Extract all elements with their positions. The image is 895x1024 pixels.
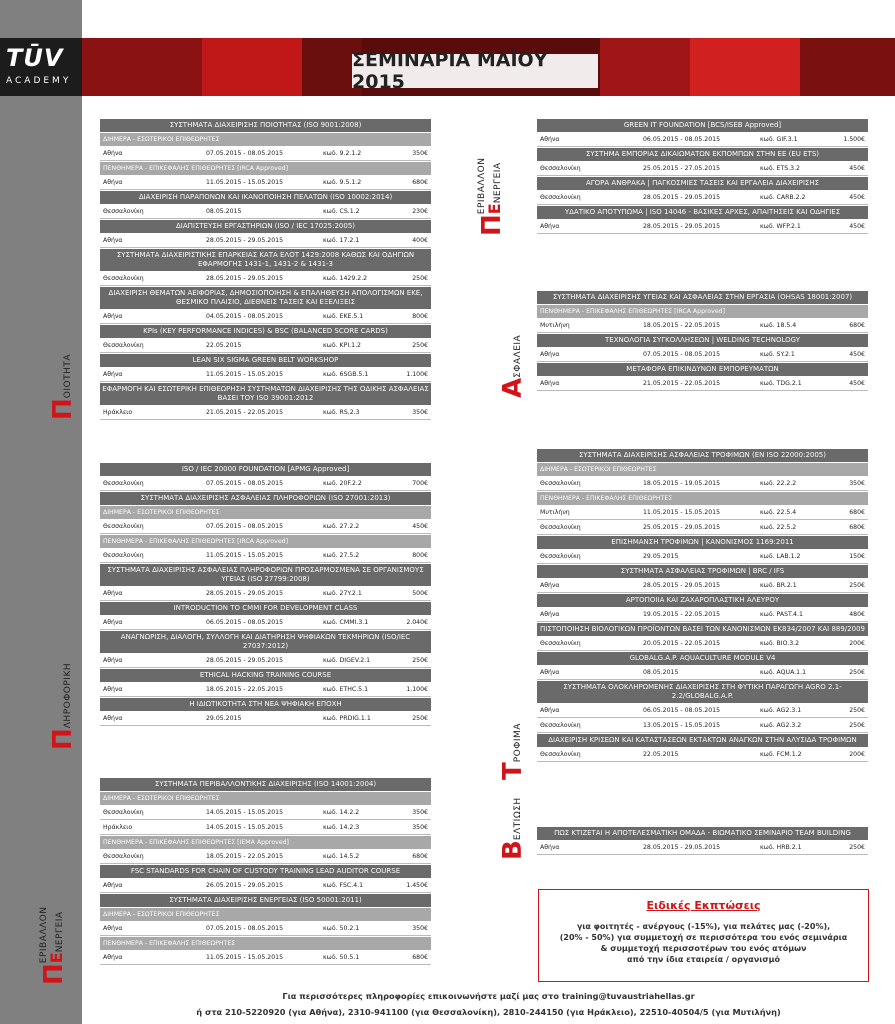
course-title: ΣΥΣΤΗΜΑΤΑ ΔΙΑΧΕΙΡΙΣΗΣ ΑΣΦΑΛΕΙΑΣ ΤΡΟΦΙΜΩΝ (EN ISO 22000:2005) — [537, 449, 868, 462]
course-session-row — [537, 665, 868, 680]
session-price: 1.450€ — [406, 882, 428, 889]
session-price: 250€ — [412, 715, 428, 722]
session-code: κωδ. PAST.4.1 — [760, 611, 803, 618]
course-session-row — [537, 703, 868, 718]
session-dates: 26.05.2015 - 29.05.2015 — [206, 882, 284, 889]
session-code: κωδ. 18.5.4 — [760, 322, 797, 329]
safety-courses — [537, 290, 868, 391]
session-city: Θεσσαλονίκη — [103, 809, 144, 816]
course-session-row — [537, 636, 868, 651]
session-dates: 28.05.2015 - 29.05.2015 — [643, 844, 721, 851]
course-title: LEAN SIX SIGMA GREEN BELT WORKSHOP — [100, 354, 431, 367]
course-title: ΣΥΣΤΗΜΑΤΑ ΔΙΑΧΕΙΡΙΣΗΣ ΥΓΕΙΑΣ ΚΑΙ ΑΣΦΑΛΕΙΑΣ ΣΤΗΝ ΕΡΓΑΣΙΑ (OHSAS 18001:2007) — [537, 291, 868, 304]
course-session-row — [537, 718, 868, 733]
course-title: ΤΕΧΝΟΛΟΓΙΑ ΣΥΓΚΟΛΛΗΣΕΩΝ | WELDING TECHNOLOGY — [537, 334, 868, 347]
course-session-row — [537, 190, 868, 205]
session-price: 250€ — [849, 582, 865, 589]
session-price: 700€ — [412, 480, 428, 487]
course-session-row — [100, 548, 431, 563]
session-code: κωδ. DIGEV.2.1 — [323, 657, 371, 664]
course-title: ΣΥΣΤΗΜΑΤΑ ΑΣΦΑΛΕΙΑΣ ΤΡΟΦΙΜΩΝ | BRC / IFS — [537, 565, 868, 578]
session-price: 680€ — [412, 954, 428, 961]
session-dates: 07.05.2015 - 08.05.2015 — [206, 523, 284, 530]
course-session-row — [537, 161, 868, 176]
session-code: κωδ. BIO.3.2 — [760, 640, 800, 647]
session-city: Ηράκλειο — [103, 824, 133, 831]
logo-main-text: TŪV — [6, 44, 64, 72]
session-code: κωδ. AG2.3.2 — [760, 722, 802, 729]
session-city: Ηράκλειο — [103, 409, 133, 416]
session-price: 680€ — [849, 524, 865, 531]
session-city: Μυτιλήνη — [540, 509, 570, 516]
course-title: ΣΥΣΤΗΜΑΤΑ ΔΙΑΧΕΙΡΙΣΗΣ ΠΟΙΟΤΗΤΑΣ (ISO 9001:2008) — [100, 119, 431, 132]
session-code: κωδ. 27Y.2.1 — [323, 590, 362, 597]
session-price: 800€ — [412, 552, 428, 559]
course-session-row — [537, 132, 868, 147]
session-code: κωδ. 20F.2.2 — [323, 480, 362, 487]
session-city: Αθήνα — [540, 136, 560, 143]
course-session-row — [537, 578, 868, 593]
course-session-row — [100, 849, 431, 864]
label-environment-right: Π ΕΡΙΒΑΛΛΟΝ Ε ΝΕΡΓΕΙΑ — [477, 157, 507, 236]
course-session-row — [537, 318, 868, 333]
discount-line: από την ίδια εταιρεία / οργανισμό — [627, 955, 780, 964]
course-title: ΥΔΑΤΙΚΟ ΑΠΟΤΥΠΩΜΑ | ISO 14046 - ΒΑΣΙΚΕΣ ΑΡΧΕΣ, ΑΠΑΙΤΗΣΕΙΣ ΚΑΙ ΟΔΗΓΙΕΣ — [537, 206, 868, 219]
course-title: ΣΥΣΤΗΜΑΤΑ ΔΙΑΧΕΙΡΙΣΗΣ ΑΣΦΑΛΕΙΑΣ ΠΛΗΡΟΦΟΡΙΩΝ ΠΡΟΣΑΡΜΟΣΜΕΝΑ ΣΕ ΟΡΓΑΝΙΣΜΟΥΣ ΥΓΕΙΑΣ (ISO 27799:2008) — [100, 564, 431, 586]
discount-line: (20% - 50%) για συμμετοχή σε περισσότερα του ενός σεμινάρια — [559, 933, 848, 942]
course-title: Η ΙΔΙΩΤΙΚΟΤΗΤΑ ΣΤΗ ΝΕΑ ΨΗΦΙΑΚΗ ΕΠΟΧΗ — [100, 698, 431, 711]
session-dates: 07.05.2015 - 08.05.2015 — [206, 150, 284, 157]
session-dates: 18.05.2015 - 22.05.2015 — [643, 322, 721, 329]
course-level-label: ΔΙΗΜΕΡΑ - ΕΣΩΤΕΡΙΚΟΙ ΕΠΙΘΕΩΡΗΤΕΣ — [100, 133, 431, 146]
course-session-row — [100, 805, 431, 820]
session-code: κωδ. FCM.1.2 — [760, 751, 802, 758]
course-title: ΔΙΑΧΕΙΡΙΣΗ ΚΡΙΣΕΩΝ ΚΑΙ ΚΑΤΑΣΤΑΣΕΩΝ ΕΚΤΑΚΤΩΝ ΑΝΑΓΚΩΝ ΣΤΗΝ ΑΛΥΣΙΔΑ ΤΡΟΦΙΜΩΝ — [537, 734, 868, 747]
course-level-label: ΠΕΝΘΗΜΕΡΑ - ΕΠΙΚΕΦΑΛΗΣ ΕΠΙΘΕΩΡΗΤΕΣ — [100, 937, 431, 950]
session-city: Θεσσαλονίκη — [540, 640, 581, 647]
special-discounts-box — [538, 889, 869, 982]
session-code: κωδ. RS.2.3 — [323, 409, 360, 416]
session-code: κωδ. CMMI.3.1 — [323, 619, 369, 626]
session-price: 1.100€ — [406, 371, 428, 378]
session-price: 450€ — [412, 523, 428, 530]
course-session-row — [100, 586, 431, 601]
session-code: κωδ. 9.5.1.2 — [323, 179, 362, 186]
environment-energy-courses-right — [537, 118, 868, 234]
course-session-row — [100, 711, 431, 726]
session-city: Θεσσαλονίκη — [103, 523, 144, 530]
session-dates: 07.05.2015 - 08.05.2015 — [643, 351, 721, 358]
course-session-row — [537, 549, 868, 564]
session-city: Μυτιλήνη — [540, 322, 570, 329]
session-code: κωδ. 6SGB.5.1 — [323, 371, 369, 378]
contact-footer — [82, 988, 895, 1020]
session-dates: 18.05.2015 - 22.05.2015 — [206, 686, 284, 693]
session-code: κωδ. AQUA.1.1 — [760, 669, 807, 676]
session-price: 250€ — [849, 722, 865, 729]
course-level-label: ΠΕΝΘΗΜΕΡΑ - ΕΠΙΚΕΦΑΛΗΣ ΕΠΙΘΕΩΡΗΤΕΣ [IEMA Approved] — [100, 836, 431, 849]
session-city: Αθήνα — [540, 844, 560, 851]
session-city: Θεσσαλονίκη — [103, 552, 144, 559]
session-city: Αθήνα — [103, 715, 123, 722]
session-dates: 14.05.2015 - 15.05.2015 — [206, 809, 284, 816]
session-dates: 06.05.2015 - 08.05.2015 — [206, 619, 284, 626]
session-city: Αθήνα — [103, 313, 123, 320]
course-session-row — [100, 820, 431, 835]
course-level-label: ΠΕΝΘΗΜΕΡΑ - ΕΠΙΚΕΦΑΛΗΣ ΕΠΙΘΕΩΡΗΤΕΣ [IRCA Approved] — [100, 535, 431, 548]
session-dates: 22.05.2015 — [643, 751, 679, 758]
course-title: ΠΩΣ ΚΤΙΖΕΤΑΙ Η ΑΠΟΤΕΛΕΣΜΑΤΙΚΗ ΟΜΑΔΑ - ΒΙΩΜΑΤΙΚΟ ΣΕΜΙΝΑΡΙΟ TEAM BUILDING — [537, 827, 868, 840]
session-dates: 08.05.2015 — [206, 208, 242, 215]
tuv-academy-logo — [0, 38, 82, 96]
session-price: 2.040€ — [406, 619, 428, 626]
session-code: κωδ. KPI.1.2 — [323, 342, 361, 349]
session-code: κωδ. 22.2.2 — [760, 480, 797, 487]
session-code: κωδ. 50.2.1 — [323, 925, 360, 932]
course-session-row — [100, 682, 431, 697]
course-level-label: ΔΙΗΜΕΡΑ - ΕΣΩΤΕΡΙΚΟΙ ΕΠΙΘΕΩΡΗΤΕΣ — [100, 506, 431, 519]
environment-energy-courses-left — [100, 777, 431, 965]
left-sidebar — [0, 0, 82, 1024]
session-dates: 11.05.2015 - 15.05.2015 — [206, 371, 284, 378]
session-city: Αθήνα — [540, 380, 560, 387]
session-city: Αθήνα — [103, 882, 123, 889]
session-dates: 28.05.2015 - 29.05.2015 — [206, 237, 284, 244]
session-city: Αθήνα — [540, 707, 560, 714]
session-city: Αθήνα — [103, 619, 123, 626]
session-city: Αθήνα — [103, 925, 123, 932]
session-city: Θεσσαλονίκη — [540, 722, 581, 729]
course-title: ΔΙΑΠΙΣΤΕΥΣΗ ΕΡΓΑΣΤΗΡΙΩΝ (ISO / IEC 17025:2005) — [100, 220, 431, 233]
course-title: INTRODUCTION TO CMMI FOR DEVELOPMENT CLASS — [100, 602, 431, 615]
session-code: κωδ. HRB.2.1 — [760, 844, 802, 851]
course-session-row — [537, 520, 868, 535]
course-title: ΣΥΣΤΗΜΑΤΑ ΔΙΑΧΕΙΡΙΣΗΣ ΑΣΦΑΛΕΙΑΣ ΠΛΗΡΟΦΟΡΙΩΝ (ISO 27001:2013) — [100, 492, 431, 505]
course-session-row — [100, 950, 431, 965]
informatics-courses — [100, 462, 431, 726]
label-informatics: Π ΛΗΡΟΦΟΡΙΚΗ — [48, 662, 78, 750]
course-session-row — [537, 840, 868, 855]
session-code: κωδ. TDG.2.1 — [760, 380, 802, 387]
course-session-row — [537, 476, 868, 491]
session-dates: 21.05.2015 - 22.05.2015 — [643, 380, 721, 387]
session-dates: 18.05.2015 - 19.05.2015 — [643, 480, 721, 487]
session-dates: 07.05.2015 - 08.05.2015 — [206, 480, 284, 487]
session-price: 200€ — [849, 751, 865, 758]
session-code: κωδ. ETHC.5.1 — [323, 686, 369, 693]
course-session-row — [537, 376, 868, 391]
session-city: Αθήνα — [103, 150, 123, 157]
session-code: κωδ. 22.5.2 — [760, 524, 797, 531]
session-dates: 28.05.2015 - 29.05.2015 — [643, 194, 721, 201]
session-price: 250€ — [412, 342, 428, 349]
quality-courses — [100, 118, 431, 420]
session-dates: 25.05.2015 - 27.05.2015 — [643, 165, 721, 172]
session-dates: 06.05.2015 - 08.05.2015 — [643, 136, 721, 143]
session-dates: 06.05.2015 - 08.05.2015 — [643, 707, 721, 714]
session-city: Θεσσαλονίκη — [540, 751, 581, 758]
session-code: κωδ. 27.5.2 — [323, 552, 360, 559]
course-session-row — [100, 175, 431, 190]
session-dates: 11.05.2015 - 15.05.2015 — [206, 179, 284, 186]
footer-line-1: Για περισσότερες πληροφορίες επικοινωνήστε μαζί μας στο training@tuvaustriahellas.gr — [282, 991, 695, 1001]
session-code: κωδ. 22.5.4 — [760, 509, 797, 516]
session-city: Θεσσαλονίκη — [540, 194, 581, 201]
discount-line: για φοιτητές - ανέργους (-15%), για πελάτες μας (-20%), — [576, 922, 831, 931]
session-code: κωδ. ETS.3.2 — [760, 165, 800, 172]
course-session-row — [100, 405, 431, 420]
session-dates: 25.05.2015 - 29.05.2015 — [643, 524, 721, 531]
session-city: Αθήνα — [540, 223, 560, 230]
session-price: 680€ — [849, 509, 865, 516]
session-city: Θεσσαλονίκη — [540, 165, 581, 172]
session-price: 350€ — [849, 480, 865, 487]
session-city: Αθήνα — [103, 686, 123, 693]
session-dates: 11.05.2015 - 15.05.2015 — [206, 552, 284, 559]
course-title: FSC STANDARDS FOR CHAIN OF CUSTODY TRAINING LEAD AUDITOR COURSE — [100, 865, 431, 878]
course-title: GLOBALG.A.P. AQUACULTURE MODULE V4 — [537, 652, 868, 665]
course-title: ΑΡΤΟΠΟΙΙΑ ΚΑΙ ΖΑΧΑΡΟΠΛΑΣΤΙΚΗ ΑΛΕΥΡΟΥ — [537, 594, 868, 607]
session-dates: 18.05.2015 - 22.05.2015 — [206, 853, 284, 860]
session-code: κωδ. 14.2.2 — [323, 809, 360, 816]
course-session-row — [100, 921, 431, 936]
session-dates: 29.05.2015 — [206, 715, 242, 722]
session-price: 450€ — [849, 223, 865, 230]
session-code: κωδ. LAB.1.2 — [760, 553, 801, 560]
course-title: ΕΦΑΡΜΟΓΗ ΚΑΙ ΕΣΩΤΕΡΙΚΗ ΕΠΙΘΕΩΡΗΣΗ ΣΥΣΤΗΜΑΤΩΝ ΔΙΑΧΕΙΡΙΣΗΣ ΤΗΣ ΟΔΙΚΗΣ ΑΣΦΑΛΕΙΑΣ ΒΑΣΕΙ ΤΟΥ ISO 39001:2012 — [100, 383, 431, 405]
course-title: ISO / IEC 20000 FOUNDATION [APMG Approved] — [100, 463, 431, 476]
session-price: 450€ — [849, 380, 865, 387]
course-session-row — [537, 747, 868, 762]
session-city: Θεσσαλονίκη — [103, 208, 144, 215]
session-price: 250€ — [849, 669, 865, 676]
session-code: κωδ. FSC.4.1 — [323, 882, 364, 889]
course-title: ΕΠΙΣΗΜΑΝΣΗ ΤΡΟΦΙΜΩΝ | ΚΑΝΟΝΙΣΜΟΣ 1169:2011 — [537, 536, 868, 549]
session-code: κωδ. CARB.2.2 — [760, 194, 806, 201]
course-session-row — [100, 615, 431, 630]
session-code: κωδ. 50.5.1 — [323, 954, 360, 961]
course-level-label: ΔΙΗΜΕΡΑ - ΕΣΩΤΕΡΙΚΟΙ ΕΠΙΘΕΩΡΗΤΕΣ — [100, 792, 431, 805]
session-price: 230€ — [412, 208, 428, 215]
session-city: Αθήνα — [540, 351, 560, 358]
session-city: Θεσσαλονίκη — [540, 553, 581, 560]
session-city: Αθήνα — [103, 657, 123, 664]
course-session-row — [100, 233, 431, 248]
session-dates: 28.05.2015 - 29.05.2015 — [206, 657, 284, 664]
course-title: ΣΥΣΤΗΜΑΤΑ ΟΛΟΚΛΗΡΩΜΕΝΗΣ ΔΙΑΧΕΙΡΙΣΗΣ ΣΤΗ ΦΥΤΙΚΗ ΠΑΡΑΓΩΓΗ AGRO 2.1-2.2/GLOBALG.A.P. — [537, 681, 868, 703]
course-session-row — [100, 519, 431, 534]
session-code: κωδ. PRDIG.1.1 — [323, 715, 371, 722]
session-dates: 22.05.2015 — [206, 342, 242, 349]
session-price: 450€ — [849, 194, 865, 201]
session-price: 1.100€ — [406, 686, 428, 693]
logo-sub-text: ACADEMY — [6, 76, 72, 86]
session-price: 680€ — [412, 179, 428, 186]
course-title: KPIs (KEY PERFORMANCE INDICES) & BSC (BALANCED SCORE CARDS) — [100, 325, 431, 338]
course-session-row — [537, 219, 868, 234]
course-level-label: ΔΙΗΜΕΡΑ - ΕΣΩΤΕΡΙΚΟΙ ΕΠΙΘΕΩΡΗΤΕΣ — [100, 908, 431, 921]
session-dates: 14.05.2015 - 15.05.2015 — [206, 824, 284, 831]
session-price: 480€ — [849, 611, 865, 618]
session-city: Θεσσαλονίκη — [103, 853, 144, 860]
course-title: ΠΙΣΤΟΠΟΙΗΣΗ ΒΙΟΛΟΓΙΚΩΝ ΠΡΟΪΟΝΤΩΝ ΒΑΣΕΙ ΤΩΝ ΚΑΝΟΝΙΣΜΩΝ ΕΚ834/2007 ΚΑΙ 889/2009 — [537, 623, 868, 636]
session-code: κωδ. 14.2.3 — [323, 824, 360, 831]
course-title: ΑΓΟΡΑ ΑΝΘΡΑΚΑ | ΠΑΓΚΟΣΜΙΕΣ ΤΑΣΕΙΣ ΚΑΙ ΕΡΓΑΛΕΙΑ ΔΙΑΧΕΙΡΙΣΗΣ — [537, 177, 868, 190]
label-safety: Α ΣΦΑΛΕΙΑ — [498, 334, 528, 398]
session-dates: 07.05.2015 - 08.05.2015 — [206, 925, 284, 932]
session-price: 680€ — [849, 322, 865, 329]
course-level-label: ΔΙΗΜΕΡΑ - ΕΣΩΤΕΡΙΚΟΙ ΕΠΙΘΕΩΡΗΤΕΣ — [537, 463, 868, 476]
discount-line: & συμμετοχή περισσοτέρων του ενός ατόμων — [600, 944, 807, 953]
session-code: κωδ. 27.2.2 — [323, 523, 360, 530]
session-dates: 28.05.2015 - 29.05.2015 — [643, 223, 721, 230]
session-dates: 20.05.2015 - 22.05.2015 — [643, 640, 721, 647]
session-city: Αθήνα — [540, 611, 560, 618]
session-city: Θεσσαλονίκη — [103, 480, 144, 487]
session-price: 400€ — [412, 237, 428, 244]
session-price: 450€ — [849, 165, 865, 172]
session-dates: 19.05.2015 - 22.05.2015 — [643, 611, 721, 618]
session-city: Αθήνα — [103, 590, 123, 597]
session-price: 500€ — [412, 590, 428, 597]
session-city: Αθήνα — [103, 371, 123, 378]
session-code: κωδ. 17.2.1 — [323, 237, 360, 244]
session-code: κωδ. SY.2.1 — [760, 351, 795, 358]
course-title: ΑΝΑΓΝΩΡΙΣΗ, ΔΙΑΛΟΓΗ, ΣΥΛΛΟΓΗ ΚΑΙ ΔΙΑΤΗΡΗΣΗ ΨΗΦΙΑΚΩΝ ΤΕΚΜΗΡΙΩΝ (ISO/IEC 27037:2012) — [100, 631, 431, 653]
session-city: Αθήνα — [540, 669, 560, 676]
session-price: 350€ — [412, 409, 428, 416]
session-dates: 28.05.2015 - 29.05.2015 — [206, 590, 284, 597]
session-code: κωδ. GIF.3.1 — [760, 136, 798, 143]
course-session-row — [100, 476, 431, 491]
footer-line-2: ή στα 210-5220920 (για Αθήνα), 2310-941100 (για Θεσσαλονίκη), 2810-244150 (για Ηράκλειο), 22510-40504/5 (για Μυτιλήνη) — [196, 1007, 781, 1017]
course-session-row — [100, 878, 431, 893]
discount-title: Ειδικές Εκπτώσεις — [646, 899, 761, 912]
course-level-label: ΠΕΝΘΗΜΕΡΑ - ΕΠΙΚΕΦΑΛΗΣ ΕΠΙΘΕΩΡΗΤΕΣ [IRCA Approved] — [100, 162, 431, 175]
session-dates: 04.05.2015 - 08.05.2015 — [206, 313, 284, 320]
improvement-courses — [537, 826, 868, 855]
session-city: Θεσσαλονίκη — [103, 275, 144, 282]
session-price: 350€ — [412, 809, 428, 816]
session-dates: 29.05.2015 — [643, 553, 679, 560]
session-city: Αθήνα — [103, 237, 123, 244]
session-city: Θεσσαλονίκη — [540, 480, 581, 487]
session-price: 450€ — [849, 351, 865, 358]
course-session-row — [537, 505, 868, 520]
session-price: 250€ — [849, 844, 865, 851]
session-price: 250€ — [412, 657, 428, 664]
session-code: κωδ. CS.1.2 — [323, 208, 360, 215]
session-price: 350€ — [412, 925, 428, 932]
course-session-row — [100, 146, 431, 161]
course-title: ΣΥΣΤΗΜΑ ΕΜΠΟΡΙΑΣ ΔΙΚΑΙΩΜΑΤΩΝ ΕΚΠΟΜΠΩΝ ΣΤΗΝ ΕΕ (EU ETS) — [537, 148, 868, 161]
session-code: κωδ. 9.2.1.2 — [323, 150, 362, 157]
session-dates: 08.05.2015 — [643, 669, 679, 676]
session-code: κωδ. AG2.3.1 — [760, 707, 802, 714]
course-title: ΣΥΣΤΗΜΑΤΑ ΠΕΡΙΒΑΛΛΟΝΤΙΚΗΣ ΔΙΑΧΕΙΡΙΣΗΣ (ISO 14001:2004) — [100, 778, 431, 791]
session-dates: 13.05.2015 - 15.05.2015 — [643, 722, 721, 729]
session-price: 200€ — [849, 640, 865, 647]
session-code: κωδ. 14.5.2 — [323, 853, 360, 860]
session-price: 150€ — [849, 553, 865, 560]
course-title: GREEN IT FOUNDATION [BCS/ISEB Approved] — [537, 119, 868, 132]
session-city: Θεσσαλονίκη — [103, 342, 144, 349]
session-code: κωδ. WFP.2.1 — [760, 223, 801, 230]
course-title: ETHICAL HACKING TRAINING COURSE — [100, 669, 431, 682]
session-dates: 11.05.2015 - 15.05.2015 — [643, 509, 721, 516]
course-title: ΔΙΑΧΕΙΡΙΣΗ ΘΕΜΑΤΩΝ ΑΕΙΦΟΡΙΑΣ, ΔΗΜΟΣΙΟΠΟΙΗΣΗ & ΕΠΑΛΗΘΕΥΣΗ ΑΠΟΛΟΓΙΣΜΩΝ ΕΚΕ, ΘΕΣΜΙΚΟ ΠΛΑΙΣΙΟ, ΔΙΕΘΝΕΙΣ ΤΑΣΕΙΣ ΚΑΙ ΕΞΕΛΙΞΕΙΣ — [100, 287, 431, 309]
food-courses — [537, 448, 868, 762]
course-session-row — [100, 204, 431, 219]
session-dates: 28.05.2015 - 29.05.2015 — [643, 582, 721, 589]
session-city: Αθήνα — [540, 582, 560, 589]
session-dates: 11.05.2015 - 15.05.2015 — [206, 954, 284, 961]
session-city: Αθήνα — [103, 179, 123, 186]
course-session-row — [100, 338, 431, 353]
session-city: Θεσσαλονίκη — [540, 524, 581, 531]
course-session-row — [537, 347, 868, 362]
page-title: ΣΕΜΙΝΑΡΙΑ ΜΑΪΟΥ 2015 — [352, 54, 598, 88]
label-improvement: Β ΕΛΤΙΩΣΗ — [498, 797, 528, 860]
course-session-row — [100, 653, 431, 668]
label-food: Τ ΡΟΦΙΜΑ — [498, 723, 528, 780]
course-title: ΣΥΣΤΗΜΑΤΑ ΔΙΑΧΕΙΡΙΣΤΙΚΗΣ ΕΠΑΡΚΕΙΑΣ ΚΑΤΑ ΕΛΟΤ 1429:2008 ΚΑΘΩΣ ΚΑΙ ΟΔΗΓΙΩΝ ΕΦΑΡΜΟΓΗΣ 1431-1, 1431-2 & 1431-3 — [100, 249, 431, 271]
course-session-row — [100, 271, 431, 286]
session-code: κωδ. EKE.5.1 — [323, 313, 364, 320]
session-city: Αθήνα — [103, 954, 123, 961]
session-dates: 21.05.2015 - 22.05.2015 — [206, 409, 284, 416]
session-price: 250€ — [849, 707, 865, 714]
session-price: 350€ — [412, 824, 428, 831]
label-quality: Π ΟΙΟΤΗΤΑ — [48, 353, 78, 420]
course-session-row — [537, 607, 868, 622]
course-title: ΣΥΣΤΗΜΑΤΑ ΔΙΑΧΕΙΡΙΣΗΣ ΕΝΕΡΓΕΙΑΣ (ISO 50001:2011) — [100, 894, 431, 907]
session-price: 1.500€ — [843, 136, 865, 143]
session-price: 350€ — [412, 150, 428, 157]
course-session-row — [100, 367, 431, 382]
course-session-row — [100, 309, 431, 324]
label-environment-left: Π ΕΡΙΒΑΛΛΟΝ Ε ΝΕΡΓΕΙΑ — [39, 906, 69, 985]
session-code: κωδ. BR.2.1 — [760, 582, 797, 589]
course-title: ΔΙΑΧΕΙΡΙΣΗ ΠΑΡΑΠΟΝΩΝ ΚΑΙ ΙΚΑΝΟΠΟΙΗΣΗ ΠΕΛΑΤΩΝ (ISO 10002:2014) — [100, 191, 431, 204]
course-level-label: ΠΕΝΘΗΜΕΡΑ - ΕΠΙΚΕΦΑΛΗΣ ΕΠΙΘΕΩΡΗΤΕΣ — [537, 492, 868, 505]
session-price: 800€ — [412, 313, 428, 320]
session-price: 680€ — [412, 853, 428, 860]
session-code: κωδ. 1429.2.2 — [323, 275, 368, 282]
course-level-label: ΠΕΝΘΗΜΕΡΑ - ΕΠΙΚΕΦΑΛΗΣ ΕΠΙΘΕΩΡΗΤΕΣ [IRCA Approved] — [537, 305, 868, 318]
course-title: ΜΕΤΑΦΟΡΑ ΕΠΙΚΙΝΔΥΝΩΝ ΕΜΠΟΡΕΥΜΑΤΩΝ — [537, 363, 868, 376]
session-price: 250€ — [412, 275, 428, 282]
session-dates: 28.05.2015 - 29.05.2015 — [206, 275, 284, 282]
